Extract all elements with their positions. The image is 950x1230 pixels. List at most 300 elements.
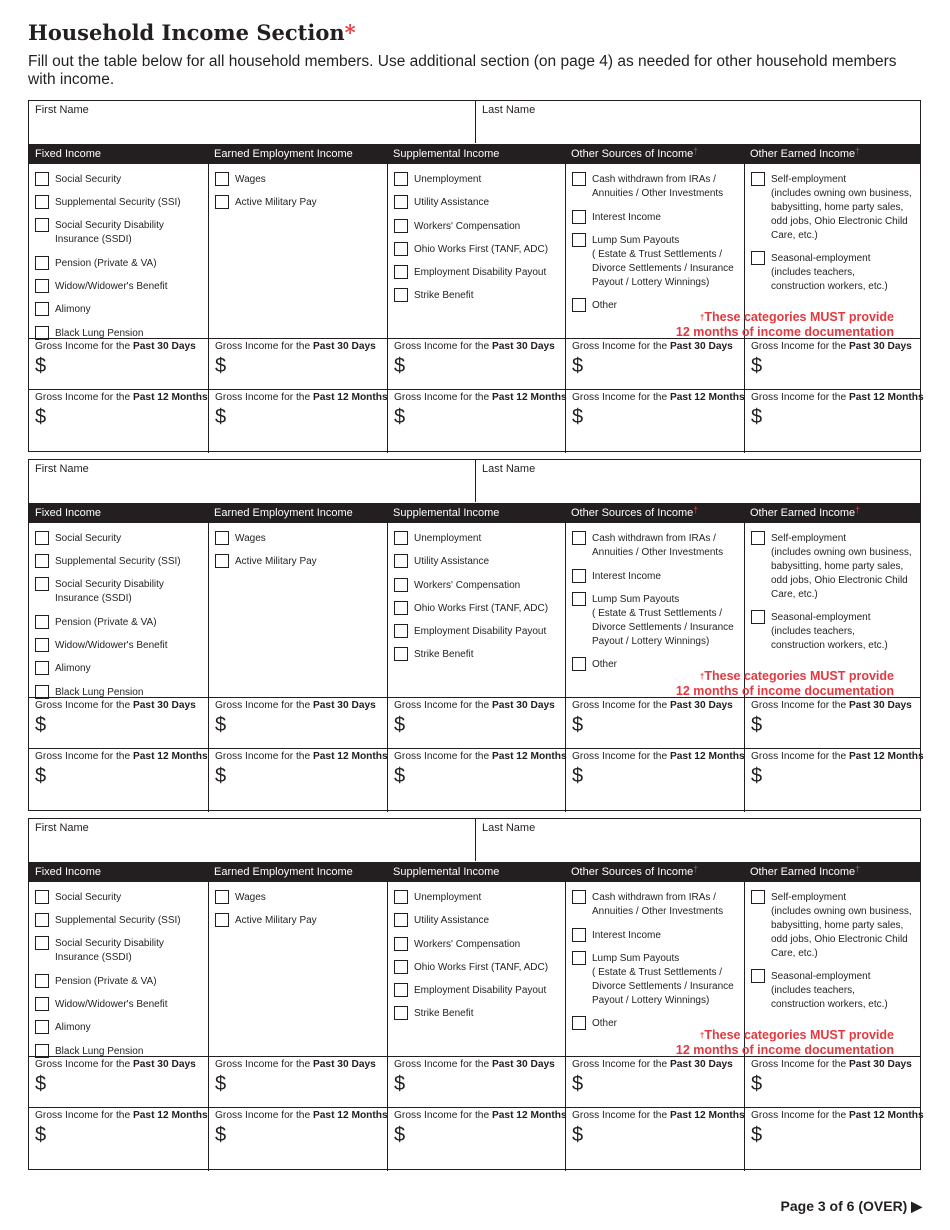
checkbox[interactable] (35, 256, 49, 270)
gross-label-prefix: Gross Income for the (751, 751, 849, 762)
gross-period: Past 12 Months (491, 751, 567, 762)
gross-label-prefix: Gross Income for the (572, 1110, 670, 1121)
dollar-sign: $ (35, 1124, 47, 1146)
header-earned-employment-income: Earned Employment Income (214, 507, 353, 519)
checkbox[interactable] (35, 913, 49, 927)
income-column (29, 523, 208, 812)
income-column (744, 523, 924, 812)
checkbox-label: Social Security (55, 892, 122, 903)
gross-income-12-months-field[interactable] (566, 1107, 744, 1170)
gross-income-30-days-field[interactable] (29, 1056, 208, 1107)
page-footer: Page 3 of 6 (OVER) ▶ (780, 1198, 922, 1214)
gross-label-prefix: Gross Income for the (215, 751, 313, 762)
checkbox[interactable] (572, 928, 586, 942)
gross-income-12-months-field[interactable] (745, 748, 924, 811)
checkbox[interactable] (394, 578, 408, 592)
checkbox-label: Social Security Disability Insurance (SSDI) (55, 938, 164, 963)
dollar-sign: $ (751, 406, 763, 428)
checkbox[interactable] (572, 210, 586, 224)
gross-income-30-days-field[interactable] (745, 1056, 920, 1107)
checkbox-label: Active Military Pay (235, 197, 317, 208)
income-column (29, 882, 208, 1171)
intro-text: Fill out the table below for all household members. Use additional section (on page 4) as needed for other household members with income. (28, 53, 897, 88)
checkbox-label: Unemployment (414, 174, 482, 185)
checkbox-label: Strike Benefit (414, 1008, 474, 1019)
gross-period: Past 30 Days (312, 341, 376, 352)
dollar-sign: $ (572, 406, 584, 428)
checkbox[interactable] (35, 1020, 49, 1034)
checkbox[interactable] (751, 890, 765, 904)
dollar-sign: $ (572, 1073, 584, 1095)
dollar-sign: $ (394, 355, 406, 377)
header-supplemental-income: Supplemental Income (393, 148, 500, 160)
checkbox[interactable] (35, 638, 49, 652)
gross-income-30-days-field[interactable] (29, 697, 208, 748)
checkbox-label: Alimony (55, 304, 91, 315)
checkbox[interactable] (394, 531, 408, 545)
checkbox-label: Self-employment (includes owning own business, babysitting, home party sales, odd jobs, Ohio Electronic Child Care, etc.) (771, 892, 912, 959)
checkbox-label: Pension (Private & VA) (55, 976, 157, 987)
header-other-sources-of-income: Other Sources of Income† (571, 146, 699, 160)
checkbox-label: Self-employment (includes owning own business, babysitting, home party sales, odd jobs, Ohio Electronic Child Care, etc.) (771, 174, 912, 241)
checkbox-label: Unemployment (414, 892, 482, 903)
dagger-mark: † (855, 864, 861, 874)
checkbox-label: Black Lung Pension (55, 687, 144, 698)
checkbox-label: Interest Income (592, 212, 661, 223)
checkbox-label: Utility Assistance (414, 197, 490, 208)
dollar-sign: $ (35, 355, 47, 377)
gross-period: Past 30 Days (669, 1059, 733, 1070)
gross-label-prefix: Gross Income for the (35, 392, 133, 403)
income-column (744, 164, 924, 453)
dollar-sign: $ (215, 406, 227, 428)
gross-income-30-days-field[interactable] (566, 1056, 744, 1107)
gross-label-prefix: Gross Income for the (394, 392, 492, 403)
dollar-sign: $ (572, 1124, 584, 1146)
gross-income-12-months-field[interactable] (209, 389, 387, 452)
checkbox[interactable] (572, 592, 586, 606)
gross-income-30-days-field[interactable] (566, 338, 744, 389)
checkbox[interactable] (394, 913, 408, 927)
first-name-label: First Name (35, 463, 89, 475)
dollar-sign: $ (394, 1124, 406, 1146)
checkbox[interactable] (35, 554, 49, 568)
dagger-mark: † (855, 146, 861, 156)
gross-label-prefix: Gross Income for the (751, 700, 849, 711)
checkbox[interactable] (394, 647, 408, 661)
checkbox-label: Strike Benefit (414, 290, 474, 301)
header-fixed-income: Fixed Income (35, 148, 102, 160)
checkbox-label: Widow/Widower's Benefit (55, 999, 168, 1010)
dollar-sign: $ (35, 765, 47, 787)
gross-period: Past 12 Months (312, 751, 388, 762)
dollar-sign: $ (394, 1073, 406, 1095)
gross-income-12-months-field[interactable] (388, 389, 565, 452)
header-fixed-income: Fixed Income (35, 507, 102, 519)
checkbox-label: Supplemental Security (SSI) (55, 915, 181, 926)
checkbox[interactable] (394, 265, 408, 279)
gross-period: Past 12 Months (848, 392, 924, 403)
checkbox-label: Seasonal-employment (includes teachers, construction workers, etc.) (771, 971, 888, 1010)
gross-period: Past 12 Months (669, 392, 745, 403)
checkbox[interactable] (35, 279, 49, 293)
gross-income-12-months-field[interactable] (209, 748, 387, 811)
income-column (387, 882, 565, 1171)
dollar-sign: $ (394, 765, 406, 787)
dollar-sign: $ (572, 714, 584, 736)
name-row (29, 460, 920, 504)
checkbox[interactable] (394, 983, 408, 997)
checkbox[interactable] (572, 298, 586, 312)
checkbox[interactable] (215, 554, 229, 568)
gross-label-prefix: Gross Income for the (215, 392, 313, 403)
checkbox[interactable] (35, 531, 49, 545)
gross-income-30-days-field[interactable] (745, 697, 920, 748)
checkbox[interactable] (572, 569, 586, 583)
dollar-sign: $ (751, 1073, 763, 1095)
checkbox-label: Utility Assistance (414, 556, 490, 567)
checkbox-label: Pension (Private & VA) (55, 617, 157, 628)
dollar-sign: $ (215, 765, 227, 787)
dagger-mark: † (693, 146, 699, 156)
dollar-sign: $ (751, 765, 763, 787)
gross-period: Past 12 Months (848, 1110, 924, 1121)
header-supplemental-income: Supplemental Income (393, 507, 500, 519)
checkbox[interactable] (394, 219, 408, 233)
checkbox[interactable] (394, 288, 408, 302)
checkbox-label: Cash withdrawn from IRAs / Annuities / Other Investments (592, 533, 724, 558)
dollar-sign: $ (394, 406, 406, 428)
first-name-label: First Name (35, 104, 89, 116)
checkbox-label: Social Security (55, 174, 122, 185)
name-row (29, 819, 920, 863)
last-name-label: Last Name (482, 104, 536, 116)
checkbox[interactable] (572, 890, 586, 904)
checkbox[interactable] (751, 610, 765, 624)
checkbox[interactable] (572, 1016, 586, 1030)
checkbox-label: Interest Income (592, 930, 661, 941)
dollar-sign: $ (394, 714, 406, 736)
gross-income-30-days-field[interactable] (745, 338, 920, 389)
dagger-mark: † (855, 505, 861, 515)
checkbox-label: Pension (Private & VA) (55, 258, 157, 269)
documentation-note: †These categories MUST provide 12 months of income documentation (675, 669, 894, 698)
checkbox-label: Cash withdrawn from IRAs / Annuities / Other Investments (592, 174, 724, 199)
checkbox-label: Employment Disability Payout (414, 267, 547, 278)
gross-period: Past 12 Months (312, 1110, 388, 1121)
gross-income-12-months-field[interactable] (29, 748, 208, 811)
dollar-sign: $ (572, 765, 584, 787)
gross-label-prefix: Gross Income for the (35, 751, 133, 762)
checkbox[interactable] (394, 554, 408, 568)
gross-period: Past 12 Months (132, 392, 208, 403)
header-fixed-income: Fixed Income (35, 866, 102, 878)
checkbox-label: Alimony (55, 1022, 91, 1033)
dollar-sign: $ (751, 355, 763, 377)
checkbox[interactable] (572, 531, 586, 545)
gross-income-30-days-field[interactable] (388, 1056, 565, 1107)
name-row (29, 101, 920, 145)
checkbox-label: Seasonal-employment (includes teachers, construction workers, etc.) (771, 612, 888, 651)
checkbox[interactable] (394, 601, 408, 615)
header-earned-employment-income: Earned Employment Income (214, 148, 353, 160)
gross-income-12-months-field[interactable] (388, 748, 565, 811)
checkbox-label: Interest Income (592, 571, 661, 582)
dollar-sign: $ (35, 714, 47, 736)
income-column (565, 882, 744, 1171)
checkbox[interactable] (35, 577, 49, 591)
checkbox[interactable] (572, 657, 586, 671)
category-header-row (29, 503, 920, 523)
header-other-earned-income: Other Earned Income† (750, 146, 861, 160)
gross-label-prefix: Gross Income for the (572, 751, 670, 762)
dollar-sign: $ (215, 714, 227, 736)
gross-period: Past 30 Days (669, 341, 733, 352)
dollar-sign: $ (751, 714, 763, 736)
income-column (29, 164, 208, 453)
checkbox[interactable] (394, 242, 408, 256)
gross-label-prefix: Gross Income for the (215, 1059, 313, 1070)
gross-period: Past 30 Days (132, 1059, 196, 1070)
checkbox[interactable] (35, 974, 49, 988)
checkbox[interactable] (394, 624, 408, 638)
income-column (387, 164, 565, 453)
gross-label-prefix: Gross Income for the (394, 1059, 492, 1070)
checkbox[interactable] (35, 615, 49, 629)
gross-period: Past 30 Days (132, 700, 196, 711)
gross-label-prefix: Gross Income for the (572, 341, 670, 352)
gross-income-12-months-field[interactable] (29, 389, 208, 452)
checkbox[interactable] (215, 195, 229, 209)
page-title: Household Income Section* (28, 20, 356, 45)
gross-income-12-months-field[interactable] (745, 389, 924, 452)
gross-income-30-days-field[interactable] (388, 697, 565, 748)
checkbox-label: Black Lung Pension (55, 328, 144, 339)
last-name-field[interactable] (475, 101, 921, 143)
checkbox-label: Widow/Widower's Benefit (55, 281, 168, 292)
gross-label-prefix: Gross Income for the (35, 341, 133, 352)
checkbox[interactable] (35, 890, 49, 904)
checkbox-label: Seasonal-employment (includes teachers, construction workers, etc.) (771, 253, 888, 292)
checkbox[interactable] (35, 172, 49, 186)
checkbox[interactable] (394, 960, 408, 974)
checkbox[interactable] (35, 218, 49, 232)
gross-period: Past 30 Days (669, 700, 733, 711)
dagger-mark: † (699, 1031, 705, 1040)
gross-label-prefix: Gross Income for the (215, 1110, 313, 1121)
checkbox-label: Lump Sum Payouts ( Estate & Trust Settlements / Divorce Settlements / Insurance Payout / Lottery Winnings) (592, 953, 734, 1006)
gross-label-prefix: Gross Income for the (751, 1059, 849, 1070)
checkbox-label: Employment Disability Payout (414, 985, 547, 996)
gross-income-12-months-field[interactable] (209, 1107, 387, 1170)
dollar-sign: $ (215, 355, 227, 377)
checkbox-label: Widow/Widower's Benefit (55, 640, 168, 651)
documentation-note: †These categories MUST provide 12 months of income documentation (675, 1028, 894, 1057)
first-name-label: First Name (35, 822, 89, 834)
dagger-mark: † (693, 505, 699, 515)
gross-label-prefix: Gross Income for the (572, 1059, 670, 1070)
header-other-earned-income: Other Earned Income† (750, 864, 861, 878)
checkbox[interactable] (572, 172, 586, 186)
gross-period: Past 12 Months (132, 751, 208, 762)
checkbox-label: Other (592, 659, 618, 670)
header-supplemental-income: Supplemental Income (393, 866, 500, 878)
checkbox[interactable] (35, 997, 49, 1011)
checkbox-label: Other (592, 1018, 618, 1029)
header-other-sources-of-income: Other Sources of Income† (571, 505, 699, 519)
checkbox[interactable] (394, 195, 408, 209)
checkbox-label: Self-employment (includes owning own business, babysitting, home party sales, odd jobs, Ohio Electronic Child Care, etc.) (771, 533, 912, 600)
checkbox-label: Utility Assistance (414, 915, 490, 926)
checkbox-label: Active Military Pay (235, 556, 317, 567)
checkbox-label: Social Security (55, 533, 122, 544)
gross-income-30-days-field[interactable] (566, 697, 744, 748)
documentation-note: †These categories MUST provide 12 months of income documentation (675, 310, 894, 339)
dollar-sign: $ (215, 1073, 227, 1095)
checkbox[interactable] (394, 890, 408, 904)
gross-income-30-days-field[interactable] (209, 1056, 387, 1107)
dollar-sign: $ (751, 1124, 763, 1146)
gross-period: Past 30 Days (848, 700, 912, 711)
gross-period: Past 30 Days (312, 1059, 376, 1070)
header-earned-employment-income: Earned Employment Income (214, 866, 353, 878)
checkbox[interactable] (215, 913, 229, 927)
gross-period: Past 12 Months (312, 392, 388, 403)
checkbox[interactable] (751, 251, 765, 265)
gross-period: Past 30 Days (491, 341, 555, 352)
household-member-block (28, 100, 924, 452)
gross-label-prefix: Gross Income for the (35, 700, 133, 711)
checkbox-label: Workers' Compensation (414, 580, 521, 591)
checkbox[interactable] (751, 531, 765, 545)
gross-label-prefix: Gross Income for the (394, 700, 492, 711)
gross-label-prefix: Gross Income for the (751, 1110, 849, 1121)
last-name-field[interactable] (475, 819, 921, 861)
gross-label-prefix: Gross Income for the (572, 700, 670, 711)
dagger-mark: † (699, 672, 705, 681)
gross-label-prefix: Gross Income for the (751, 392, 849, 403)
gross-income-30-days-field[interactable] (29, 338, 208, 389)
gross-period: Past 30 Days (132, 341, 196, 352)
checkbox[interactable] (394, 172, 408, 186)
header-other-earned-income: Other Earned Income† (750, 505, 861, 519)
gross-income-30-days-field[interactable] (388, 338, 565, 389)
income-column (208, 523, 387, 812)
checkbox[interactable] (215, 531, 229, 545)
dollar-sign: $ (35, 1073, 47, 1095)
gross-period: Past 30 Days (848, 341, 912, 352)
checkbox-label: Employment Disability Payout (414, 626, 547, 637)
checkbox[interactable] (572, 233, 586, 247)
last-name-label: Last Name (482, 822, 536, 834)
dagger-mark: † (699, 313, 705, 322)
gross-label-prefix: Gross Income for the (35, 1059, 133, 1070)
checkbox[interactable] (215, 172, 229, 186)
gross-label-prefix: Gross Income for the (394, 1110, 492, 1121)
gross-period: Past 12 Months (848, 751, 924, 762)
gross-income-30-days-field[interactable] (209, 338, 387, 389)
checkbox[interactable] (215, 890, 229, 904)
category-header-row (29, 862, 920, 882)
checkbox-label: Workers' Compensation (414, 939, 521, 950)
checkbox[interactable] (35, 302, 49, 316)
category-header-row (29, 144, 920, 164)
checkbox-label: Strike Benefit (414, 649, 474, 660)
gross-period: Past 30 Days (848, 1059, 912, 1070)
income-column (744, 882, 924, 1171)
gross-period: Past 30 Days (491, 700, 555, 711)
checkbox-label: Wages (235, 892, 266, 903)
checkbox[interactable] (751, 172, 765, 186)
gross-label-prefix: Gross Income for the (751, 341, 849, 352)
gross-label-prefix: Gross Income for the (394, 341, 492, 352)
income-column (208, 882, 387, 1171)
gross-label-prefix: Gross Income for the (572, 392, 670, 403)
gross-income-12-months-field[interactable] (566, 389, 744, 452)
checkbox-label: Wages (235, 174, 266, 185)
dollar-sign: $ (215, 1124, 227, 1146)
checkbox[interactable] (751, 969, 765, 983)
dollar-sign: $ (572, 355, 584, 377)
checkbox-label: Social Security Disability Insurance (SSDI) (55, 579, 164, 604)
checkbox-label: Social Security Disability Insurance (SSDI) (55, 220, 164, 245)
income-column (565, 523, 744, 812)
dagger-mark: † (693, 864, 699, 874)
checkbox[interactable] (572, 951, 586, 965)
gross-income-12-months-field[interactable] (745, 1107, 924, 1170)
checkbox[interactable] (394, 1006, 408, 1020)
checkbox-label: Lump Sum Payouts ( Estate & Trust Settlements / Divorce Settlements / Insurance Payout / Lottery Winnings) (592, 235, 734, 288)
checkbox-label: Other (592, 300, 618, 311)
checkbox[interactable] (35, 195, 49, 209)
checkbox-label: Black Lung Pension (55, 1046, 144, 1057)
gross-period: Past 12 Months (669, 751, 745, 762)
checkbox-label: Unemployment (414, 533, 482, 544)
household-member-block (28, 818, 924, 1170)
checkbox[interactable] (35, 936, 49, 950)
checkbox-label: Ohio Works First (TANF, ADC) (414, 962, 549, 973)
required-star: * (344, 20, 356, 45)
gross-label-prefix: Gross Income for the (35, 1110, 133, 1121)
checkbox-label: Supplemental Security (SSI) (55, 197, 181, 208)
checkbox-label: Lump Sum Payouts ( Estate & Trust Settlements / Divorce Settlements / Insurance Payout / Lottery Winnings) (592, 594, 734, 647)
gross-period: Past 30 Days (312, 700, 376, 711)
last-name-field[interactable] (475, 460, 921, 502)
checkbox-label: Workers' Compensation (414, 221, 521, 232)
checkbox-label: Wages (235, 533, 266, 544)
income-column (387, 523, 565, 812)
gross-label-prefix: Gross Income for the (215, 700, 313, 711)
checkbox[interactable] (35, 661, 49, 675)
checkbox-label: Active Military Pay (235, 915, 317, 926)
gross-period: Past 12 Months (669, 1110, 745, 1121)
gross-period: Past 12 Months (491, 392, 567, 403)
gross-label-prefix: Gross Income for the (394, 751, 492, 762)
gross-period: Past 12 Months (491, 1110, 567, 1121)
income-column (565, 164, 744, 453)
gross-period: Past 30 Days (491, 1059, 555, 1070)
gross-income-30-days-field[interactable] (209, 697, 387, 748)
gross-label-prefix: Gross Income for the (215, 341, 313, 352)
checkbox-label: Alimony (55, 663, 91, 674)
gross-income-12-months-field[interactable] (566, 748, 744, 811)
checkbox-label: Supplemental Security (SSI) (55, 556, 181, 567)
checkbox[interactable] (394, 937, 408, 951)
header-other-sources-of-income: Other Sources of Income† (571, 864, 699, 878)
gross-income-12-months-field[interactable] (29, 1107, 208, 1170)
gross-period: Past 12 Months (132, 1110, 208, 1121)
gross-income-12-months-field[interactable] (388, 1107, 565, 1170)
